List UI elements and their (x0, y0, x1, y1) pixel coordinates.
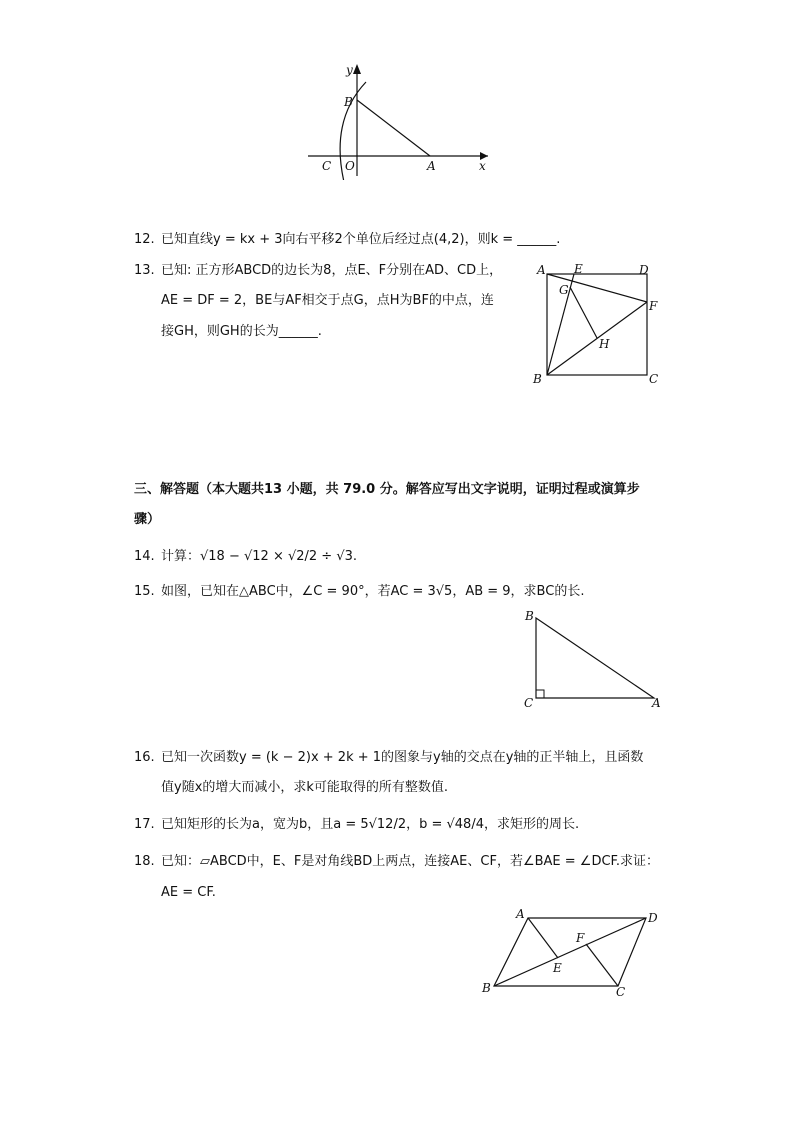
question-12-text: 已知直线y = kx + 3向右平移2个单位后经过点(4,2)，则k = ______. (161, 232, 561, 247)
question-number-13: 13. (134, 263, 155, 278)
triangle-abc (536, 618, 654, 698)
label-a: A (537, 263, 546, 277)
question-number-14: 14. (134, 549, 155, 564)
segment-ab (357, 100, 430, 156)
question-17-text: 已知矩形的长为a，宽为b，且a = 5√12/2，b = √48/4，求矩形的周长. (161, 817, 580, 832)
segment-cf (586, 944, 618, 986)
question-number-16: 16. (134, 750, 155, 765)
label-b: B (344, 95, 353, 109)
label-g: G (559, 283, 569, 297)
label-c: C (524, 696, 534, 710)
question-13-line-2: AE = DF = 2，BE与AF相交于点G，点H为BF的中点，连 (161, 293, 494, 308)
question-15-text: 如图，已知在△ABC中，∠C = 90°，若AC = 3√5，AB = 9，求BC的长. (161, 584, 585, 599)
section-3-header-line-2: 骤） (134, 512, 161, 527)
segment-bf (547, 302, 647, 375)
label-h: H (599, 337, 610, 351)
question-18-line-2: AE = CF. (161, 885, 216, 900)
question-number-12: 12. (134, 232, 155, 247)
question-13-line-1: 已知: 正方形ABCD的边长为8，点E、F分别在AD、CD上， (161, 263, 503, 278)
y-axis-arrow (353, 64, 361, 74)
label-a: A (516, 907, 525, 921)
question-number-17: 17. (134, 817, 155, 832)
label-b: B (533, 372, 542, 386)
label-c: C (649, 372, 659, 386)
label-e: E (574, 262, 583, 276)
label-a: A (652, 696, 661, 710)
label-b: B (482, 981, 491, 995)
square-figure (530, 262, 665, 392)
question-number-18: 18. (134, 854, 155, 869)
right-triangle-figure (520, 606, 670, 714)
label-o: O (345, 159, 355, 173)
question-18-line-1: 已知：▱ABCD中，E、F是对角线BD上两点，连接AE、CF，若∠BAE = ∠DCF.求证： (161, 854, 660, 869)
question-16-line-2: 值y随x的增大而减小，求k可能取得的所有整数值. (161, 780, 449, 795)
label-b: B (525, 609, 534, 623)
segment-gh (570, 287, 597, 338)
question-14-text: 计算：√18 − √12 × √2/2 ÷ √3. (161, 549, 358, 564)
label-a: A (427, 159, 436, 173)
section-3-header-line-1: 三、解答题（本大题共13 小题，共 79.0 分。解答应写出文字说明，证明过程或演算步 (134, 482, 640, 497)
question-13-line-3: 接GH，则GH的长为______. (161, 324, 322, 339)
label-f: F (649, 299, 658, 313)
segment-ae (528, 918, 558, 958)
label-d: D (639, 263, 649, 277)
label-x: x (479, 159, 486, 173)
coordinate-figure (300, 60, 500, 180)
right-angle-mark (536, 690, 544, 698)
question-16-line-1: 已知一次函数y = (k − 2)x + 2k + 1的图象与y轴的交点在y轴的正半轴上，且函数 (161, 750, 644, 765)
question-number-15: 15. (134, 584, 155, 599)
label-f: F (576, 931, 585, 945)
label-c: C (616, 985, 626, 999)
label-e: E (553, 961, 562, 975)
label-c: C (322, 159, 332, 173)
parallelogram-figure (478, 904, 668, 1000)
label-y: y (346, 63, 353, 77)
diagonal-bd (494, 918, 646, 986)
label-d: D (648, 911, 658, 925)
